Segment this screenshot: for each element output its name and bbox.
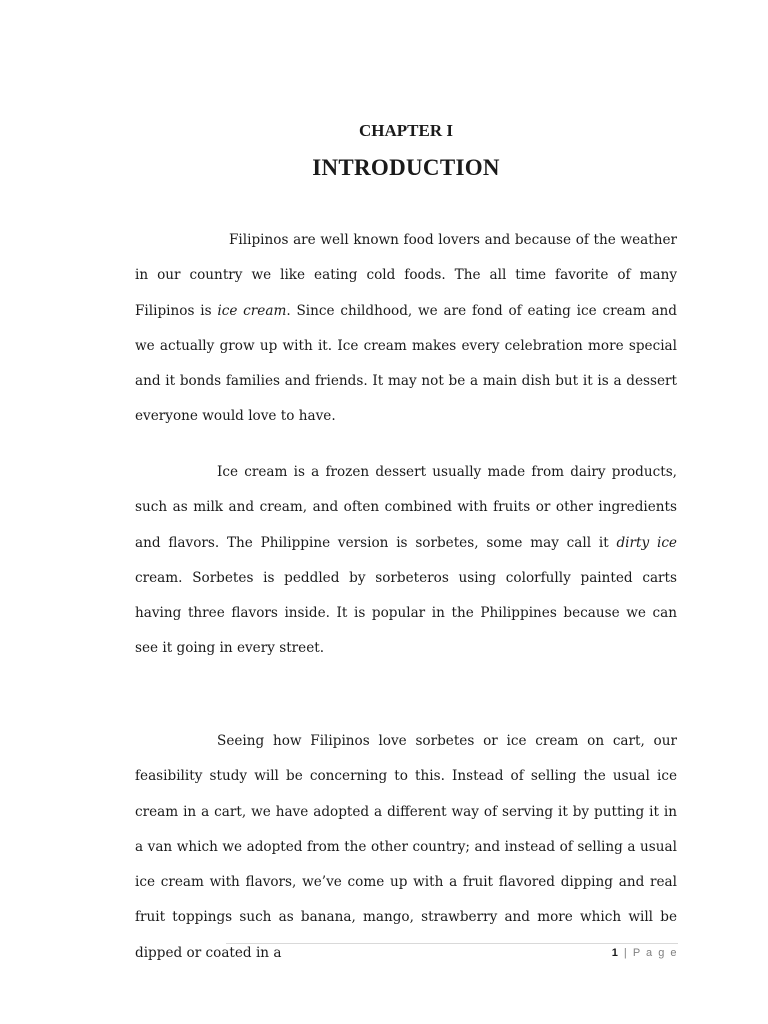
page-number: 1	[611, 947, 620, 959]
paragraph-3-text: Seeing how Filipinos love sorbetes or ice cream on cart, our feasibility study will be concerning to this. Instead of selling the usual ice cream in a cart, we have adopted a different way of serving it by putting it in a van which we adopted from the other country; and instead of selling a usual ice cream with flavors, we’ve come up with a fruit flavored dipping and real fruit toppings such as banana, mango, strawberry and more which will be dipped or coated in a	[135, 733, 677, 961]
page-footer	[612, 947, 678, 959]
chapter-title: INTRODUCTION	[312, 155, 500, 180]
paragraph-1-text-a: Filipinos are well known food lovers and because of the weather in our country we like eating cold foods. The all time favorite of many Filipinos is	[135, 232, 677, 319]
footer-separator: |	[619, 947, 633, 959]
page-label: P a g e	[632, 947, 678, 959]
paragraph-3	[135, 724, 677, 971]
paragraph-1-text-b: . Since childhood, we are fond of eating ice cream and we actually grow up with it. Ice cream makes every celebration more special and it bonds families and friends. It may not be a main dish but it is a dessert everyone would love to have.	[135, 302, 678, 425]
paragraph-1	[135, 223, 677, 435]
paragraph-2-emphasis: dirty ice	[616, 534, 677, 551]
paragraph-2	[135, 455, 677, 667]
footer-divider	[226, 943, 678, 944]
paragraph-2-text-a: Ice cream is a frozen dessert usually made from dairy products, such as milk and cream, and often combined with fruits or other ingredients and flavors. The Philippine version is sorbetes, some may call it	[135, 464, 677, 551]
chapter-label: CHAPTER I	[359, 121, 453, 140]
paragraph-1-emphasis: ice cream	[217, 302, 287, 319]
paragraph-2-text-b: cream. Sorbetes is peddled by sorbeteros using colorfully painted carts having three flavors inside. It is popular in the Philippines because we can see it going in every street.	[135, 569, 677, 657]
